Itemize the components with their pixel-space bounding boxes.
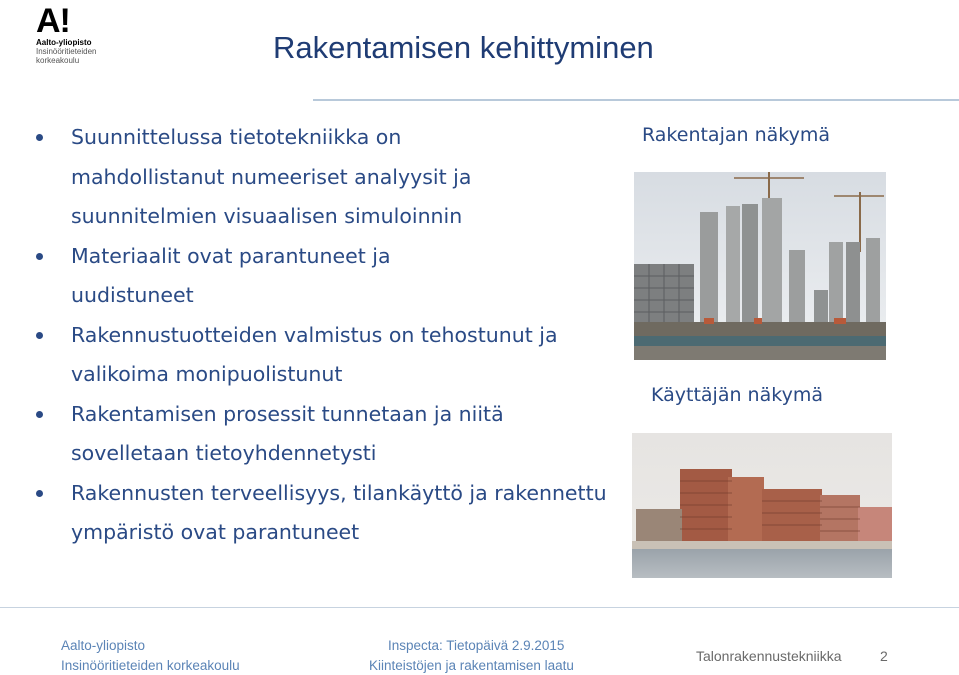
waterfront-buildings-photo — [632, 433, 892, 578]
bullet-dot-icon — [36, 332, 43, 339]
page-number: 2 — [880, 648, 888, 664]
logo-mark: A! — [36, 2, 70, 40]
waterfront-buildings-image — [632, 433, 892, 578]
title-divider — [313, 99, 959, 101]
footer-divider — [0, 607, 959, 608]
bullet-text: Suunnittelussa tietotekniikka on mahdollistanut numeeriset analyysit ja suunnitelmien visuaalisen simuloinnin — [71, 125, 472, 228]
logo-school-line1: Insinööritieteiden — [36, 47, 97, 56]
bullet-item — [34, 395, 571, 474]
logo-university: Aalto-yliopisto — [36, 38, 92, 47]
bullet-dot-icon — [36, 134, 43, 141]
construction-site-image — [634, 172, 886, 360]
bullet-dot-icon — [36, 411, 43, 418]
bullet-item — [34, 237, 501, 316]
builder-view-caption: Rakentajan näkymä — [642, 124, 830, 146]
bullet-list — [34, 118, 607, 553]
user-view-caption: Käyttäjän näkymä — [651, 384, 823, 406]
footer-event: Inspecta: Tietopäivä 2.9.2015 — [388, 638, 565, 653]
bullet-item — [34, 316, 631, 395]
bullet-text: Materiaalit ovat parantuneet ja uudistuneet — [71, 243, 391, 307]
bullet-text: Rakennustuotteiden valmistus on tehostunut ja valikoima monipuolistunut — [71, 322, 558, 386]
bullet-text: Rakennusten terveellisyys, tilankäyttö ja rakennettu ympäristö ovat parantuneet — [71, 480, 607, 544]
bullet-item — [34, 118, 551, 237]
footer-department: Talonrakennustekniikka — [696, 648, 842, 664]
aalto-logo — [36, 4, 116, 66]
construction-site-photo — [634, 172, 886, 360]
footer-topic: Kiinteistöjen ja rakentamisen laatu — [369, 658, 574, 673]
footer-university: Aalto-yliopisto — [61, 638, 146, 653]
logo-school-line2: korkeakoulu — [36, 56, 80, 65]
bullet-text: Rakentamisen prosessit tunnetaan ja niitä sovelletaan tietoyhdennetysti — [71, 401, 504, 465]
bullet-dot-icon — [36, 253, 43, 260]
footer-school: Insinööritieteiden korkeakoulu — [61, 658, 240, 673]
slide-title: Rakentamisen kehittyminen — [273, 30, 654, 65]
bullet-item — [34, 474, 631, 553]
bullet-dot-icon — [36, 490, 43, 497]
